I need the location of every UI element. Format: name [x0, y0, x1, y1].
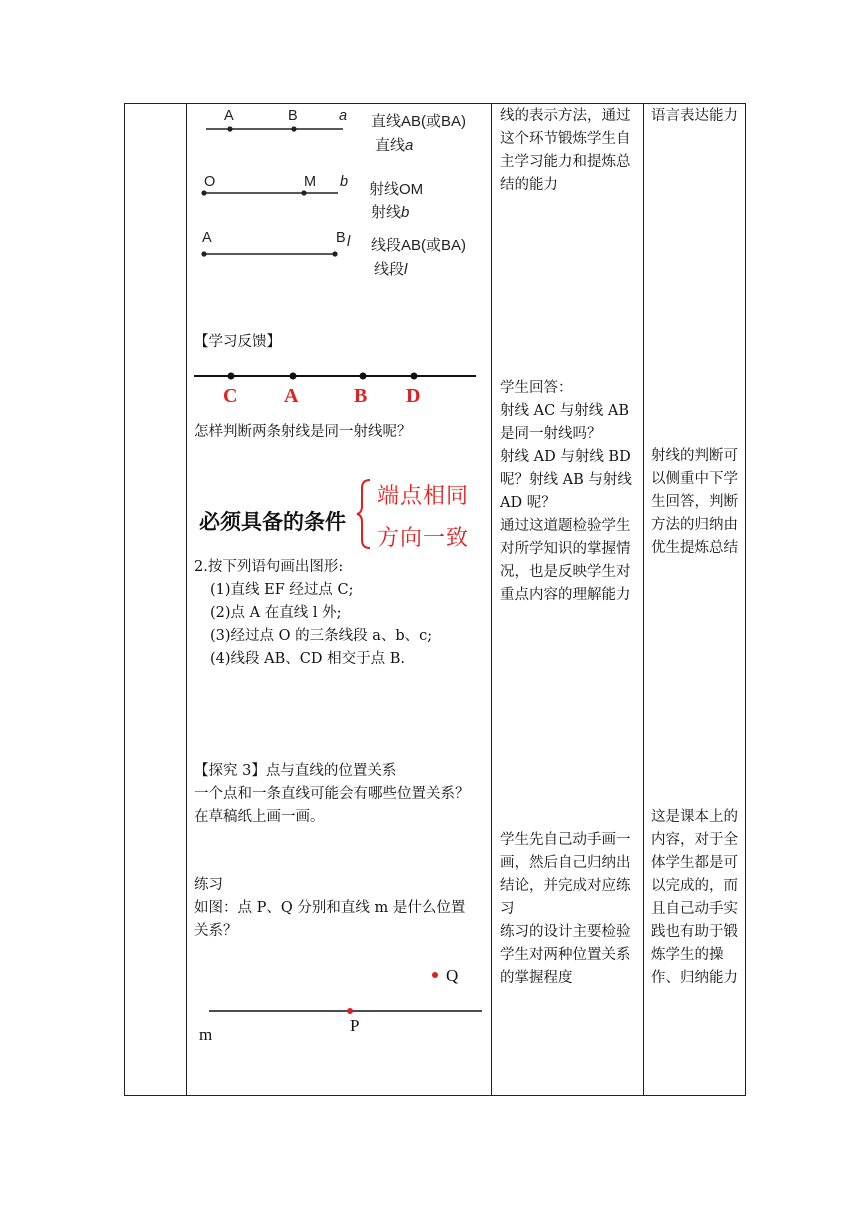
segment-desc-2: 线段l: [374, 261, 408, 278]
activity-line: 射线 AC 与射线 AB 是同一射线吗？: [500, 403, 630, 442]
point-label-c: C: [223, 385, 238, 407]
lesson-plan-table: [124, 103, 746, 1096]
explore3-body: 一个点和一条直线可能会有哪些位置关系？在草稿纸上画一画。: [194, 786, 470, 825]
segment-point-b: [332, 251, 337, 256]
intent-block-1: 语言表达能力: [651, 108, 738, 124]
point-o: [201, 190, 206, 195]
point-label-d: D: [406, 385, 421, 407]
fig-label-b: B: [288, 108, 298, 124]
exercise-title: 练习: [194, 877, 223, 893]
segment-point-a: [201, 251, 206, 256]
table-col-1: [125, 104, 187, 1096]
label-q: Q: [446, 966, 459, 985]
activity-block-2: [500, 377, 637, 607]
point-m: [301, 190, 306, 195]
fig-label-seg-a: A: [202, 230, 212, 246]
same-ray-question: 怎样判断两条射线是同一射线呢？: [194, 424, 412, 440]
point-q-dot: [432, 972, 438, 978]
fig-label-var-l: l: [347, 234, 351, 250]
teaching-content-cell: [187, 104, 492, 1096]
drawing-task-item-1: (1)直线 EF 经过点 C;: [210, 582, 354, 598]
condition-label: 必须具备的条件: [199, 510, 346, 534]
fig-label-seg-b: B: [336, 230, 346, 246]
design-intent-cell: [644, 104, 746, 1096]
cabd-number-line: [187, 366, 491, 386]
activity-line: 通过这道题检验学生对所学知识的掌握情况，也是反映学生对重点内容的理解能力: [500, 518, 631, 603]
activity-block-4: 练习的设计主要检验学生对两种位置关系的掌握程度: [500, 924, 631, 986]
point-p-dot: [347, 1008, 353, 1014]
exercise-body: 如图：点 P、Q 分别和直线 m 是什么位置关系？: [194, 900, 466, 939]
drawing-task-title: 2.按下列语句画出图形:: [194, 559, 344, 575]
drawing-task-item-2: (2)点 A 在直线 l 外;: [210, 605, 342, 621]
label-p: P: [350, 1016, 360, 1035]
activity-block-1: 线的表示方法，通过这个环节锻炼学生自主学习能力和提炼总结的能力: [500, 108, 631, 193]
point-a: [227, 126, 232, 131]
point-label-b: B: [354, 385, 368, 407]
feedback-heading: 【学习反馈】: [194, 334, 281, 350]
condition-same-direction: 方向一致: [377, 526, 470, 551]
activity-block-3: 学生先自己动手画一画，然后自己归纳出结论，并完成对应练习: [500, 832, 631, 917]
fig-label-var-b: b: [340, 174, 349, 190]
line-desc-1: 直线AB(或BA): [371, 113, 467, 130]
point-label-a: A: [284, 385, 299, 407]
explore3-heading: 【探究 3】点与直线的位置关系: [194, 763, 397, 779]
activity-line: 射线 AD 与射线 BD 呢？射线 AB 与射线 AD 呢？: [500, 449, 632, 511]
ray-desc-2: 射线b: [371, 204, 410, 221]
drawing-task-item-4: (4)线段 AB、CD 相交于点 B.: [210, 651, 405, 667]
condition-same-endpoint: 端点相同: [377, 484, 470, 509]
label-m: m: [199, 1025, 213, 1044]
student-activity-cell: [492, 104, 644, 1096]
point-d-dot: [411, 373, 418, 380]
ray-desc-1: 射线OM: [369, 181, 424, 198]
point-b-dot: [360, 373, 367, 380]
point-a-dot: [290, 373, 297, 380]
drawing-task-item-3: (3)经过点 O 的三条线段 a、b、c;: [210, 628, 433, 644]
condition-brace-icon: [356, 478, 372, 550]
intent-block-3: 这是课本上的内容，对于全体学生都是可以完成的，而且自己动手实践也有助于锻炼学生的操作、归纳能力: [651, 809, 738, 986]
fig-label-o: O: [204, 174, 216, 190]
point-c-dot: [228, 373, 235, 380]
intent-block-2: 射线的判断可以侧重中下学生回答，判断方法的归纳由优生提炼总结: [651, 448, 738, 556]
point-b: [291, 126, 296, 131]
fig-label-var-a: a: [339, 108, 348, 124]
fig-label-m: M: [304, 174, 317, 190]
activity-line: 学生回答：: [500, 380, 573, 396]
fig-label-a: A: [224, 108, 234, 124]
segment-desc-1: 线段AB(或BA): [371, 237, 467, 254]
line-desc-2: 直线a: [375, 137, 414, 154]
